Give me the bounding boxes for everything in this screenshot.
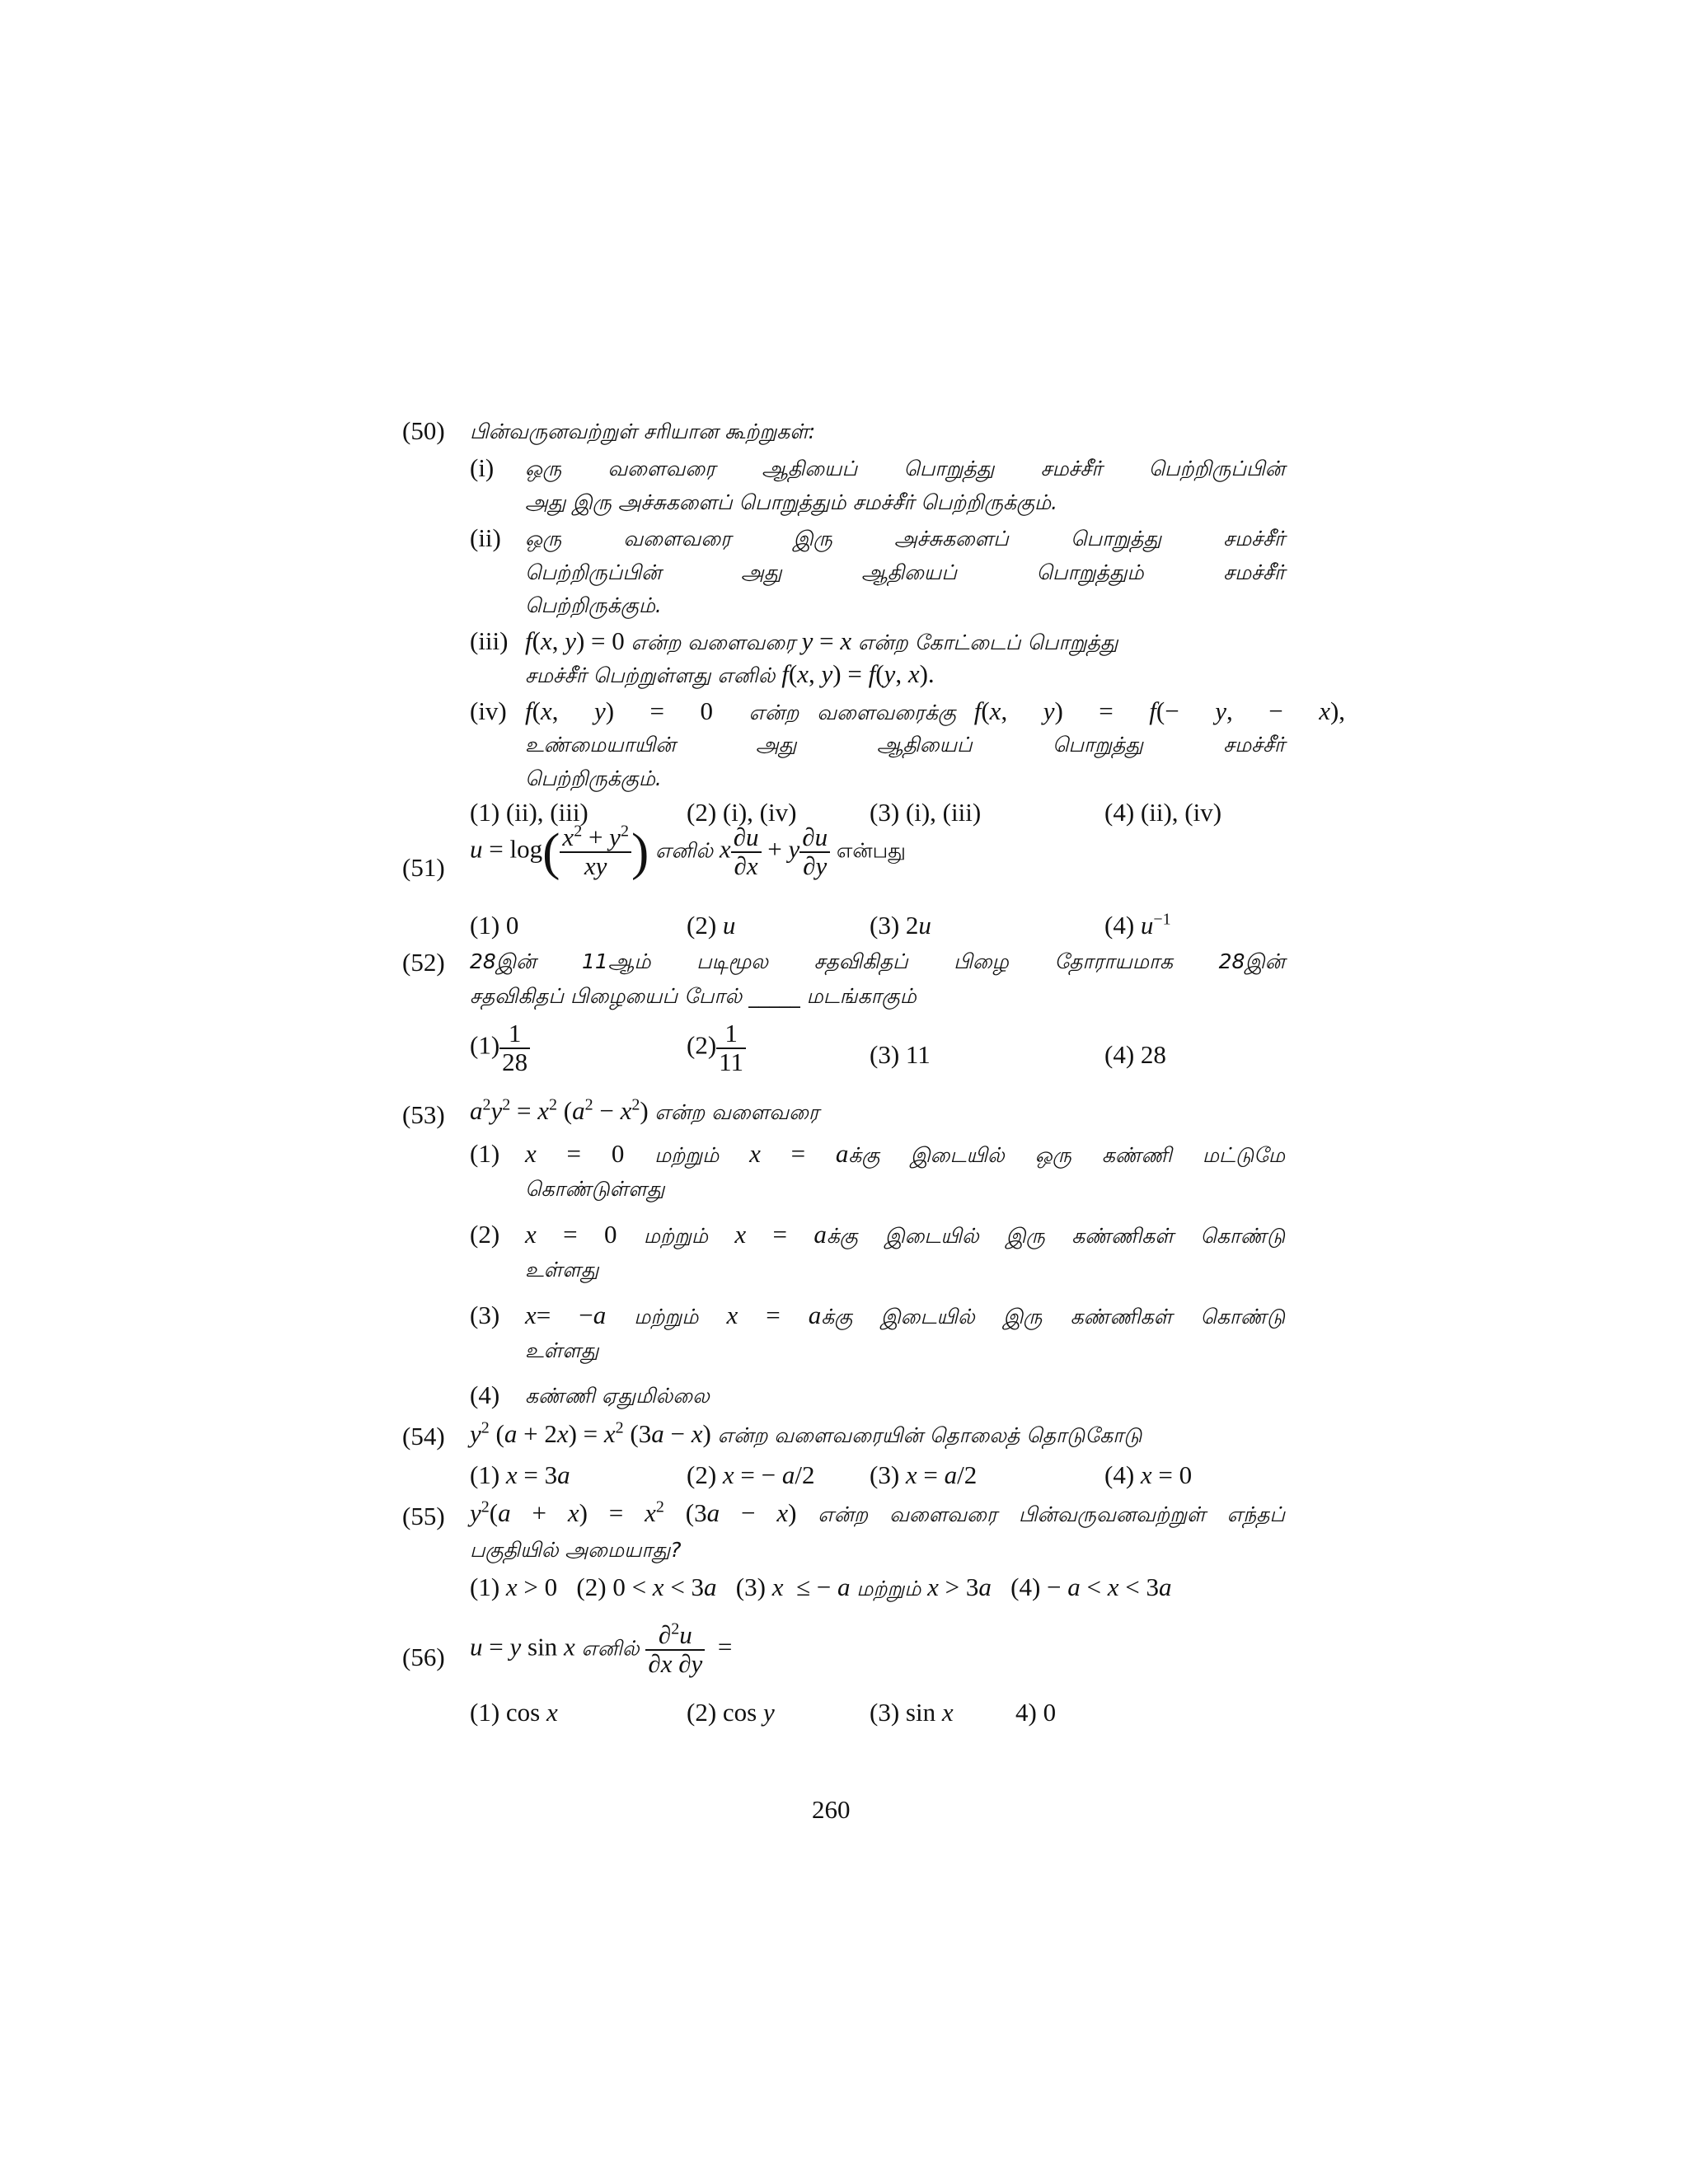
q50-option-2: (2) (i), (iv)	[687, 798, 797, 827]
q51-formula: u = log( $\frac{x^2 + y^2}{xy}$ ) எனில் x $\frac{\partial u}{\partial x}$ + y $\frac{\partial u}{\partial y}$ என்பது	[470, 822, 906, 881]
q56-number: (56)	[402, 1643, 445, 1671]
q50-item-iii-line2: சமச்சீர் பெற்றுள்ளது எனில் f(x, y) = f(y, x).	[525, 659, 935, 688]
q55-option-4-label: (4)	[1010, 1572, 1041, 1601]
q55-option-3: (3) x ≤ − a மற்றும் x > 3a	[735, 1572, 992, 1601]
q50-iii-text2: என்ற கோட்டைப் பொறுத்து	[857, 630, 1118, 654]
q53-o1-text: க்கு இடையில் ஒரு கண்ணி மட்டுமே	[848, 1143, 1286, 1167]
q53-stem-text: என்ற வளைவரை	[654, 1100, 819, 1124]
q54-number: (54)	[402, 1422, 445, 1451]
q52-option-2-label: (2)	[687, 1030, 717, 1060]
q51-option-1: (1) 0	[470, 911, 519, 940]
q50-option-3: (3) (i), (iii)	[870, 798, 982, 827]
q56-option-1-label: (1) cos	[470, 1698, 541, 1727]
q50-item-ii-label: (ii)	[470, 523, 501, 552]
q53-option-4-label: (4)	[470, 1380, 500, 1409]
q54-option-1-label: (1)	[470, 1460, 500, 1489]
q50-number: (50)	[402, 416, 445, 445]
page-number: 260	[812, 1795, 851, 1824]
q50-option-1: (1) (ii), (iii)	[470, 798, 588, 827]
q51-option-3: (3) 2u	[870, 911, 931, 940]
q54-option-4: (4) x = 0	[1104, 1460, 1193, 1489]
q50-item-iv-label: (iv)	[470, 696, 507, 725]
q50-item-iv-line1: f(x, y) = 0 என்ற வளைவரைக்கு f(x, y) = f(− y, − x),	[525, 696, 1346, 725]
q55-option-3-label: (3)	[735, 1572, 766, 1601]
q52-number: (52)	[402, 948, 445, 977]
q53-option-3-label: (3)	[470, 1301, 500, 1329]
q55-option-2-label: (2)	[576, 1572, 607, 1601]
q56-option-1: (1) cos x	[470, 1698, 558, 1727]
q54-stem-text: என்ற வளைவரையின் தொலைத் தொடுகோடு	[717, 1423, 1142, 1447]
q53-option-1-line2: கொண்டுள்ளது	[525, 1177, 665, 1201]
q54-stem: $y^2$ $(a + 2x) = x^2$ (3a − x) என்ற வளைவரையின் தொலைத் தொடுகோடு	[470, 1418, 1142, 1448]
q56-option-3: (3) sin x	[870, 1698, 954, 1727]
q53-option-2-line1: x = 0 மற்றும் x = aக்கு இடையில் இரு கண்ணிகள் கொண்டு	[525, 1220, 1286, 1249]
q51-option-2: (2) u	[687, 911, 736, 940]
q56-option-3-label: (3) sin	[870, 1698, 936, 1727]
q50-item-ii-line3: பெற்றிருக்கும்.	[525, 593, 662, 617]
q53-option-4-text: கண்ணி ஏதுமில்லை	[525, 1384, 710, 1408]
q55-option-2: (2) 0 < x < 3a	[576, 1572, 717, 1601]
q50-option-4: (4) (ii), (iv)	[1104, 798, 1222, 827]
q55-options	[470, 1572, 1172, 1604]
q54-option-2: (2) x = − a/2	[687, 1460, 815, 1489]
q50-iv-text1: என்ற வளைவரைக்கு	[748, 701, 956, 724]
q53-option-3-line2: உள்ளது	[525, 1338, 599, 1362]
q50-item-iv-line2: உண்மையாயின் அது ஆதியைப் பொறுத்து சமச்சீர்	[525, 733, 1285, 757]
q55-option-4: (4) − a < x < 3a	[1010, 1572, 1172, 1601]
q52-option-3: (3) 11	[870, 1040, 931, 1069]
q55-stem-text: என்ற வளைவரை பின்வருவனவற்றுள் எந்தப்	[818, 1502, 1286, 1526]
q55-line2: பகுதியில் அமையாது?	[470, 1538, 682, 1562]
q56-if-text: எனில்	[581, 1636, 640, 1661]
q56-option-2-label: (2) cos	[687, 1698, 757, 1727]
q52-line1: 28இன் 11ஆம் படிமூல சதவிகிதப் பிழை தோராயமாக 28இன்	[470, 949, 1285, 973]
q53-o2-and: மற்றும்	[643, 1224, 708, 1248]
q52-option-1-label: (1)	[470, 1030, 500, 1060]
q50-item-ii-line1: ஒரு வளைவரை இரு அச்சுகளைப் பொறுத்து சமச்சீர்	[525, 527, 1285, 551]
q50-iii-text1: என்ற வளைவரை	[631, 630, 795, 654]
q51-if-text: எனில்	[655, 838, 714, 863]
q52-option-1: (1) $\frac{1}{28}$	[470, 1020, 530, 1076]
q56-option-4: 4) 0	[1015, 1698, 1057, 1727]
q53-o3-text: க்கு இடையில் இரு கண்ணிகள் கொண்டு	[821, 1305, 1286, 1329]
q51-option-4-label: (4)	[1104, 911, 1135, 940]
q51-number: (51)	[402, 853, 445, 882]
q50-iii-text3: சமச்சீர் பெற்றுள்ளது எனில்	[525, 663, 776, 687]
q55-option-3-and: மற்றும்	[856, 1577, 921, 1601]
q53-option-1-line1: x = 0 மற்றும் x = aக்கு இடையில் ஒரு கண்ணி மட்டுமே	[525, 1139, 1286, 1168]
q54-option-3-label: (3)	[870, 1460, 900, 1489]
q53-option-2-line2: உள்ளது	[525, 1258, 599, 1282]
q56-option-2: (2) cos y	[687, 1698, 775, 1727]
q54-option-2-label: (2)	[687, 1460, 717, 1489]
q50-item-i-line1: ஒரு வளைவரை ஆதியைப் பொறுத்து சமச்சீர் பெற்றிருப்பின்	[525, 457, 1285, 480]
q53-option-3-line1: x= −a மற்றும் x = aக்கு இடையில் இரு கண்ணிகள் கொண்டு	[525, 1301, 1286, 1329]
q55-option-1-label: (1)	[470, 1572, 500, 1601]
q54-option-3: (3) x = a/2	[870, 1460, 978, 1489]
q51-is-text: என்பது	[836, 838, 906, 863]
q51-option-2-label: (2)	[687, 911, 717, 940]
q53-number: (53)	[402, 1100, 445, 1129]
q53-o2-text: க்கு இடையில் இரு கண்ணிகள் கொண்டு	[826, 1224, 1286, 1248]
q52-line2: சதவிகிதப் பிழையைப் போல் _____ மடங்காகும்	[470, 984, 917, 1008]
q50-item-iv-line3: பெற்றிருக்கும்.	[525, 766, 662, 790]
q54-option-4-label: (4)	[1104, 1460, 1135, 1489]
q53-option-2-label: (2)	[470, 1220, 500, 1249]
q50-stem: பின்வருனவற்றுள் சரியான கூற்றுகள்:	[470, 419, 816, 443]
q50-item-i-label: (i)	[470, 453, 495, 482]
q52-option-4: (4) 28	[1104, 1040, 1166, 1069]
q55-number: (55)	[402, 1502, 445, 1530]
q53-o3-and: மற்றும்	[634, 1305, 699, 1329]
q51-option-4: (4) $u^{-1}$	[1104, 910, 1171, 940]
q56-stem: u = y sin x எனில் $\frac{\partial^2u}{\partial x \partial y}$ =	[470, 1619, 733, 1678]
q52-option-2: (2) $\frac{1}{11}$	[687, 1020, 746, 1076]
q55-option-1: (1) x > 0	[470, 1572, 558, 1601]
q55-line1: $y^2(a + x) = x^2$ (3a − x) என்ற வளைவரை பின்வருவனவற்றுள் எந்தப்	[470, 1497, 1286, 1527]
q53-o1-and: மற்றும்	[654, 1143, 720, 1167]
q54-option-1: (1) x = 3a	[470, 1460, 570, 1489]
q53-option-1-label: (1)	[470, 1139, 500, 1168]
q53-stem: $a^2y^2 = x^2$ $(a^2 - x^2)$ என்ற வளைவரை	[470, 1095, 819, 1125]
q50-item-ii-line2: பெற்றிருப்பின் அது ஆதியைப் பொறுத்தும் சமச்சீர்	[525, 560, 1285, 584]
q50-item-iii-label: (iii)	[470, 626, 509, 655]
q50-item-iii-line1: f(x, y) = 0 என்ற வளைவரை y = x என்ற கோட்டைப் பொறுத்து	[525, 626, 1118, 655]
q51-option-3-label: (3) 2	[870, 911, 919, 940]
q50-item-i-line2: அது இரு அச்சுகளைப் பொறுத்தும் சமச்சீர் பெற்றிருக்கும்.	[525, 490, 1058, 514]
